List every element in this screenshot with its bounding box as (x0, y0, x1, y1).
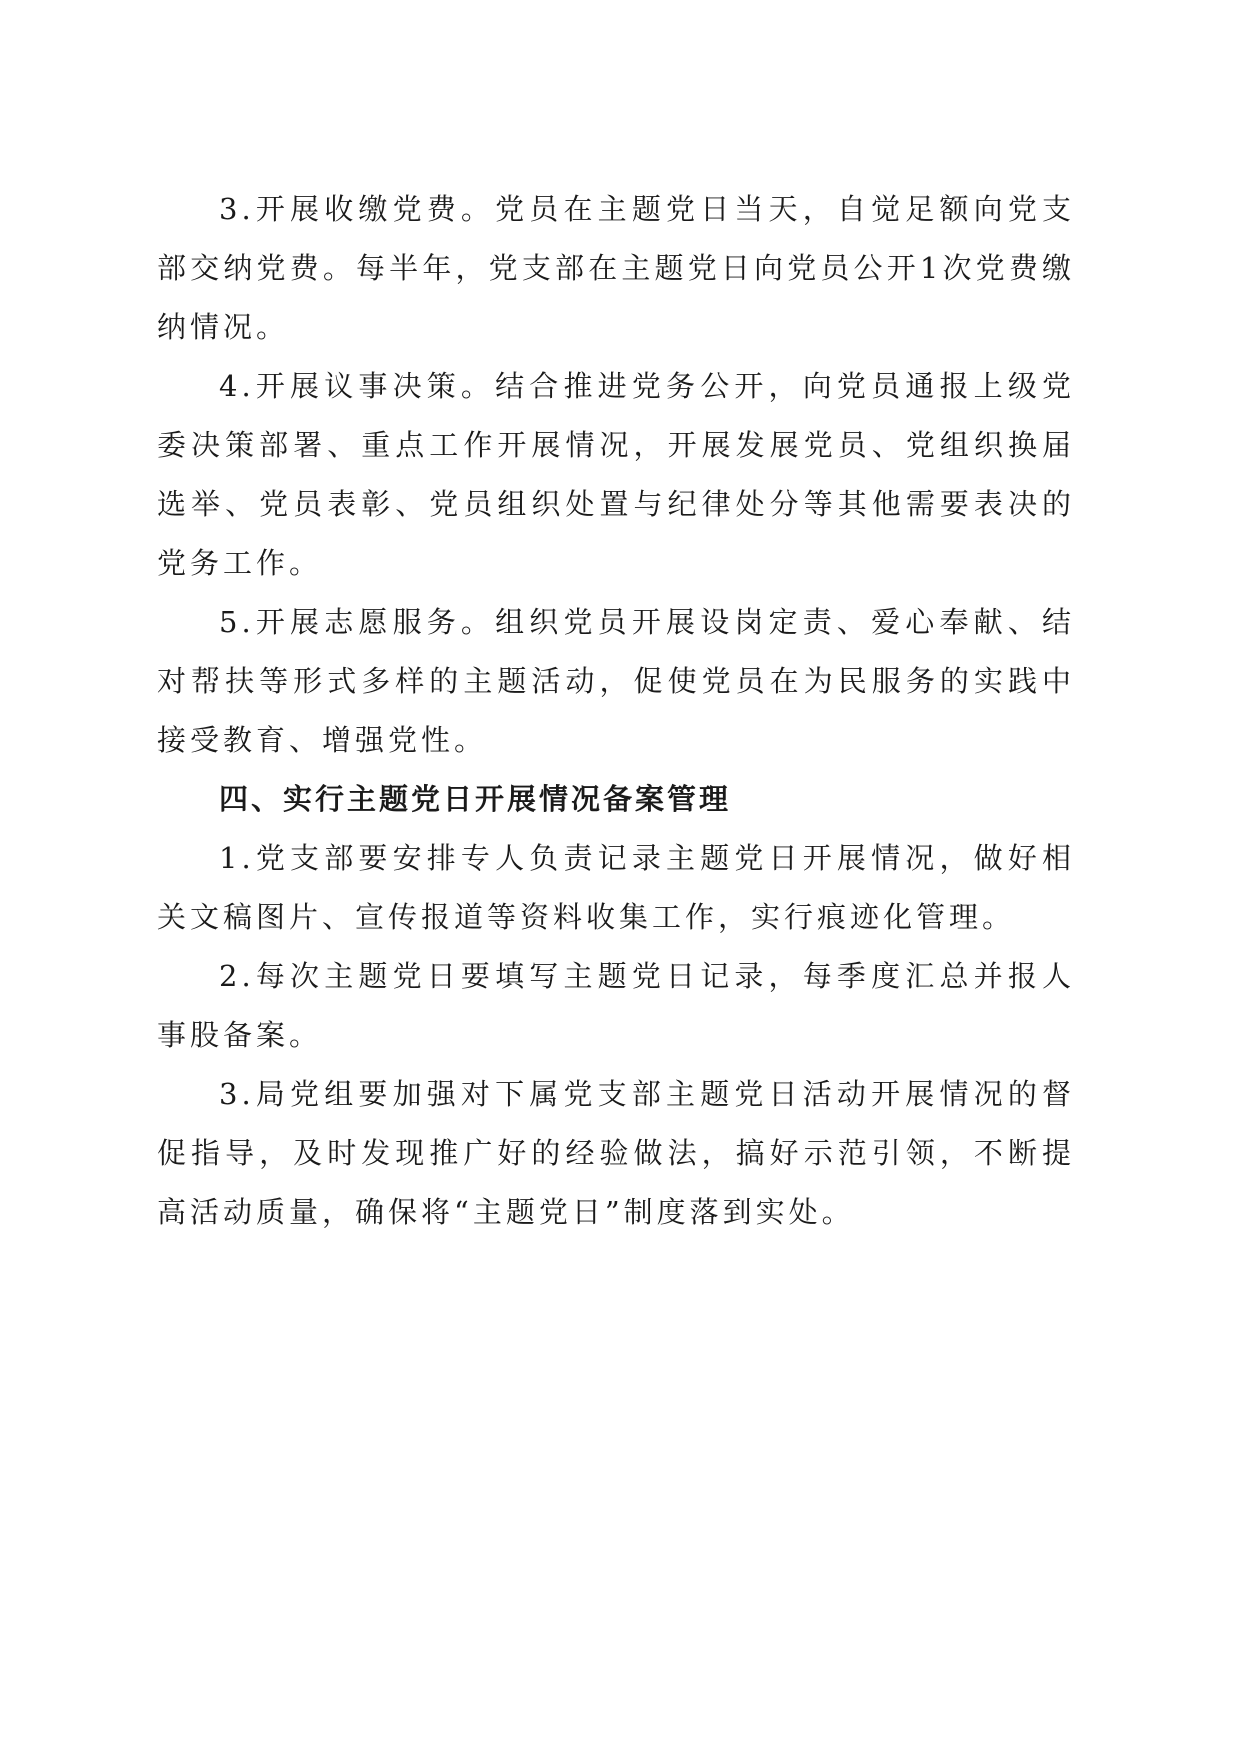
section-heading-4: 四、实行主题党日开展情况备案管理 (219, 782, 732, 816)
document-body (157, 180, 1075, 1242)
paragraph-volunteer-service: 5.开展志愿服务。组织党员开展设岗定责、爱心奉献、结对帮扶等形式多样的主题活动，促使党员在为民服务的实践中接受教育、增强党性。 (157, 605, 1075, 757)
paragraph-quarterly-filing: 2.每次主题党日要填写主题党日记录，每季度汇总并报人事股备案。 (157, 959, 1075, 1052)
paragraph-record-keeping: 1.党支部要安排专人负责记录主题党日开展情况，做好相关文稿图片、宣传报道等资料收集工作，实行痕迹化管理。 (157, 841, 1075, 934)
paragraph-party-dues: 3.开展收缴党费。党员在主题党日当天，自觉足额向党支部交纳党费。每半年，党支部在主题党日向党员公开1次党费缴纳情况。 (157, 192, 1075, 344)
paragraph-decision-making: 4.开展议事决策。结合推进党务公开，向党员通报上级党委决策部署、重点工作开展情况，开展发展党员、党组织换届选举、党员表彰、党员组织处置与纪律处分等其他需要表决的党务工作。 (157, 369, 1075, 580)
paragraph-supervision: 3.局党组要加强对下属党支部主题党日活动开展情况的督促指导，及时发现推广好的经验做法，搞好示范引领，不断提高活动质量，确保将“主题党日”制度落到实处。 (157, 1077, 1075, 1229)
